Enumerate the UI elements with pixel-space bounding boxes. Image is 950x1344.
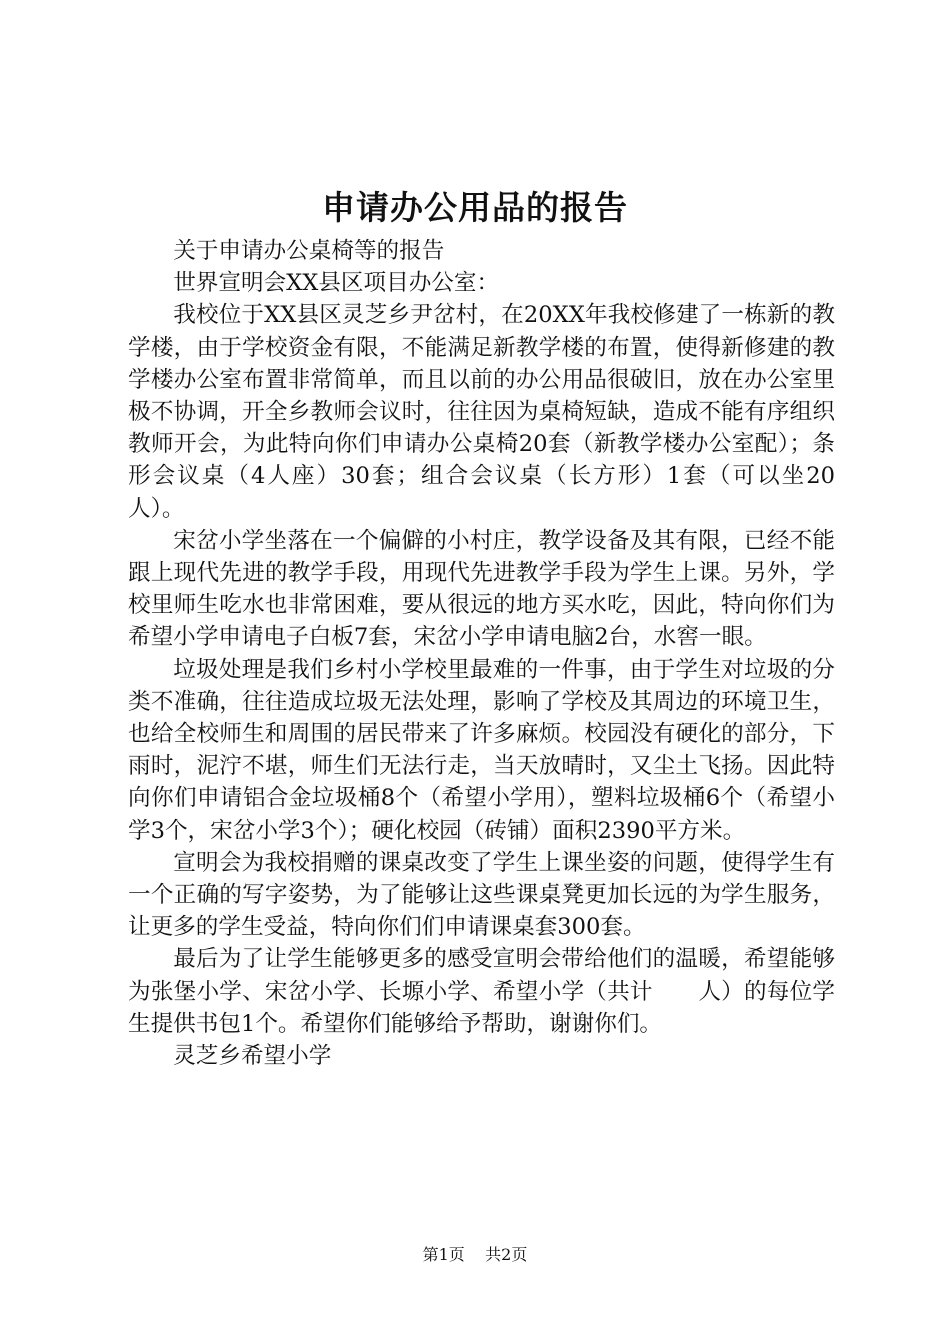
page-separator — [470, 1245, 480, 1264]
signature-school: 灵芝乡希望小学 — [173, 1043, 332, 1070]
page-total: 共2页 — [485, 1245, 528, 1264]
subject-line: 关于申请办公桌椅等的报告 — [173, 238, 445, 264]
page-number: 第1页 — [422, 1245, 465, 1264]
document-title: 申请办公用品的报告 — [322, 188, 628, 227]
paragraph-student-desks: 宣明会为我校捐赠的课桌改变了学生上课坐姿的问题，使得学生有一个正确的写字姿势，为了能够让这些课桌凳更加长远的为学生服务，让更多的学生受益，特向你们们申请课桌套300套。 — [128, 849, 835, 941]
paragraph-desks-chairs: 我校位于XX县区灵芝乡尹岔村，在20XX年我校修建了一栋新的教学楼，由于学校资金有限，不能满足新教学楼的布置，使得新修建的教学楼办公室布置非常简单，而且以前的办公用品很破旧，放在办公室里极不协调，开全乡教师会议时，往往因为桌椅短缺，造成不能有序组织教师开会，为此特向你们申请办公桌椅20套（新教学楼办公室配）；条形会议桌（4人座）30套；组合会议桌（长方形）1套（可以坐20人）。 — [128, 302, 835, 522]
paragraph-garbage: 垃圾处理是我们乡村小学校里最难的一件事，由于学生对垃圾的分类不准确，往往造成垃圾无法处理，影响了学校及其周边的环境卫生，也给全校师生和周围的居民带来了许多麻烦。校园没有硬化的部分，下雨时，泥泞不堪，师生们无法行走，当天放晴时，又尘土飞扬。因此特向你们申请铝合金垃圾桶8个（希望小学用），塑料垃圾桶6个（希望小学3个，宋岔小学3个）；硬化校园（砖铺）面积2390平方米。 — [128, 656, 835, 844]
paragraph-equipment: 宋岔小学坐落在一个偏僻的小村庄，教学设备及其有限，已经不能跟上现代先进的教学手段，用现代先进教学手段为学生上课。另外，学校里师生吃水也非常困难，要从很远的地方买水吃，因此，特向你们为希望小学申请电子白板7套，宋岔小学申请电脑2台，水窖一眼。 — [128, 527, 835, 651]
page-footer — [0, 1245, 950, 1265]
document-body — [128, 235, 835, 1072]
salutation: 世界宣明会XX县区项目办公室： — [173, 270, 500, 297]
paragraph-closing: 最后为了让学生能够更多的感受宣明会带给他们的温暖，希望能够为张堡小学、宋岔小学、长塬小学、希望小学（共计 人）的每位学生提供书包1个。希望你们能够给予帮助，谢谢你们。 — [128, 946, 835, 1037]
